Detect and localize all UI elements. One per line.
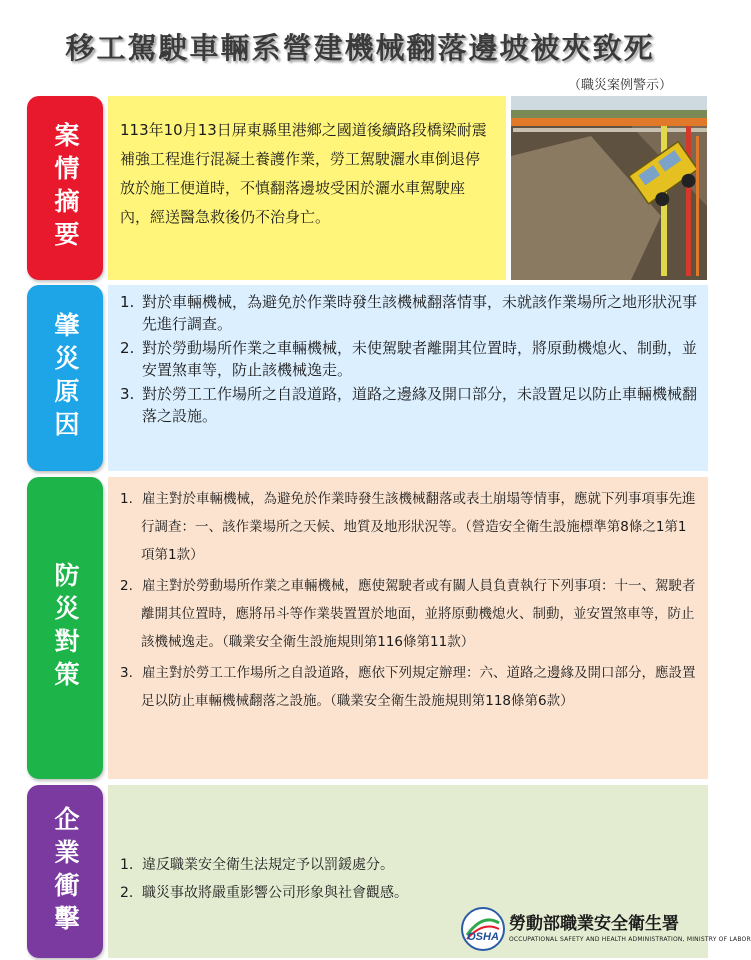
cause-panel: [108, 285, 708, 471]
section-label-case: 案情摘要: [27, 96, 103, 280]
prevention-item-num: 1.: [120, 491, 133, 507]
prevention-item: [120, 659, 700, 715]
prevention-item: [120, 485, 700, 569]
prevention-item-num: 2.: [120, 578, 133, 594]
cause-item-text: 對於勞動場所作業之車輛機械，未使駕駛者離開其位置時，將原動機熄火、制動，並安置煞車等，防止該機械逸走。: [142, 339, 698, 379]
prevention-item-num: 3.: [120, 665, 133, 681]
impact-item-text: 職災事故將嚴重影響公司形象與社會觀感。: [142, 885, 408, 901]
cause-list: [120, 291, 700, 427]
prevention-item: [120, 572, 700, 656]
cause-item-num: 1.: [120, 293, 135, 311]
page-subtitle: （職災案例警示）: [567, 78, 672, 93]
prevention-item-text: 雇主對於勞動場所作業之車輛機械，應使駕駛者或有關人員負責執行下列事項：十一、駕駛者離開其位置時，應將吊斗等作業裝置置於地面，並將原動機熄火、制動，並安置煞車等，防止該機械逸走。（職業安全衛生設施規則第116條第11款）: [141, 578, 696, 650]
page-title: 移工駕駛車輛系營建機械翻落邊坡被夾致死: [65, 31, 655, 65]
accident-photo: [511, 96, 707, 280]
cause-item: [120, 337, 700, 381]
cause-item-num: 3.: [120, 385, 135, 403]
case-summary-panel: [108, 96, 506, 280]
osha-mark-text: OSHA: [467, 931, 499, 943]
osha-logo: [461, 907, 751, 953]
impact-item-text: 違反職業安全衛生法規定予以罰鍰處分。: [142, 857, 394, 873]
impact-list: [120, 851, 700, 907]
impact-item-num: 2.: [120, 885, 134, 901]
osha-emblem-icon: [461, 907, 505, 951]
cause-item-text: 對於勞工工作場所之自設道路，道路之邊緣及開口部分，未設置足以防止車輛機械翻落之設施。: [142, 385, 698, 425]
cause-item: [120, 291, 700, 335]
prevention-item-text: 雇主對於勞工工作場所之自設道路，應依下列規定辦理：六、道路之邊緣及開口部分，應設置足以防止車輛機械翻落之設施。（職業安全衛生設施規則第118條第6款）: [141, 665, 696, 709]
cause-item-num: 2.: [120, 339, 135, 357]
section-label-prevention: 防災對策: [27, 477, 103, 779]
osha-name: 勞動部職業安全衛生署: [509, 914, 679, 934]
osha-english-name: OCCUPATIONAL SAFETY AND HEALTH ADMINISTRATION, MINISTRY OF LABOR: [509, 936, 751, 943]
prevention-panel: [108, 477, 708, 779]
case-summary-text: 113年10月13日屏東縣里港鄉之國道後續路段橋梁耐震補強工程進行混凝土養護作業，勞工駕駛灑水車倒退停放於施工便道時，不慎翻落邊坡受困於灑水車駕駛座內，經送醫急救後仍不治身亡。: [120, 121, 487, 226]
prevention-item-text: 雇主對於車輛機械，為避免於作業時發生該機械翻落或表土崩塌等情事，應就下列事項事先進行調查：一、該作業場所之天候、地質及地形狀況等。（營造安全衛生設施標準第8條之1第1項第1款）: [141, 491, 696, 563]
cause-item-text: 對於車輛機械，為避免於作業時發生該機械翻落情事，未就該作業場所之地形狀況事先進行調查。: [142, 293, 698, 333]
prevention-list: [120, 485, 700, 715]
impact-item: [120, 879, 700, 907]
section-label-impact: 企業衝擊: [27, 785, 103, 958]
impact-item-num: 1.: [120, 857, 134, 873]
impact-item: [120, 851, 700, 879]
section-label-cause: 肇災原因: [27, 285, 103, 471]
cause-item: [120, 383, 700, 427]
